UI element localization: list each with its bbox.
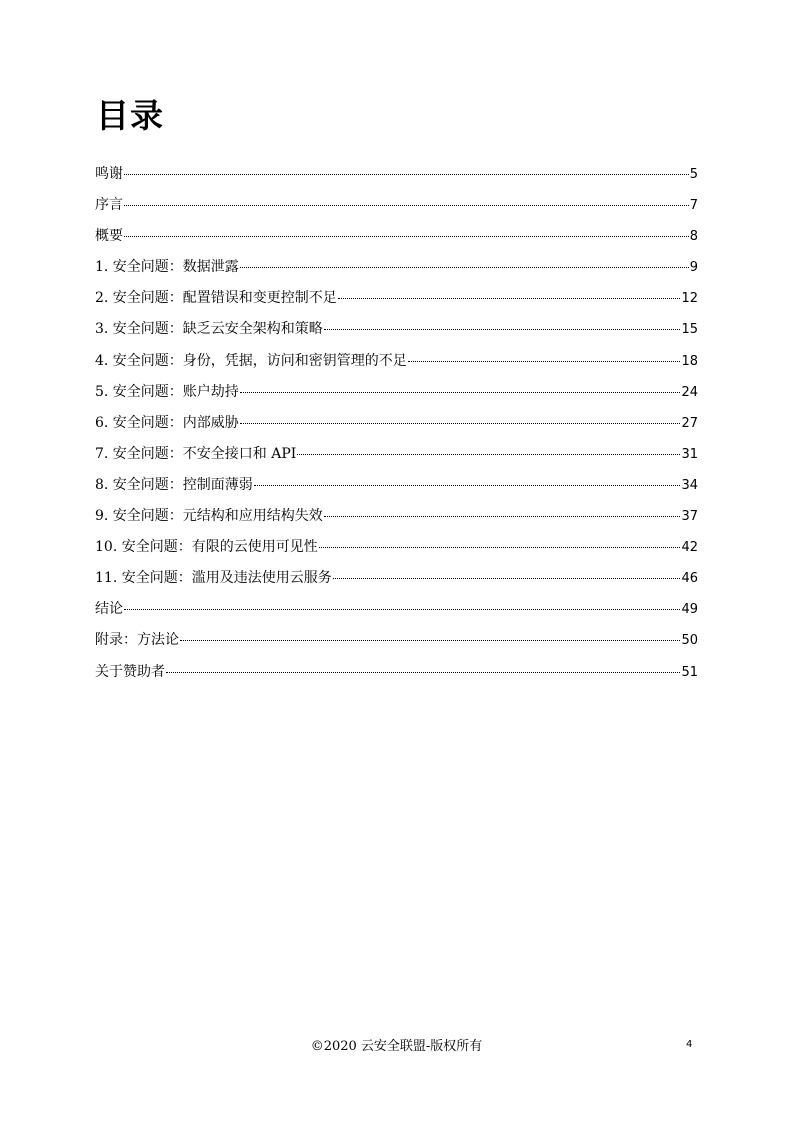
toc-entry-label: 2. 安全问题：配置错误和变更控制不足 — [95, 290, 337, 307]
toc-entry-page: 46 — [681, 571, 698, 587]
toc-dot-leader — [124, 205, 689, 206]
toc-dot-leader — [254, 485, 681, 486]
toc-entry-label: 附录：方法论 — [95, 632, 179, 649]
page-title: 目录 — [96, 96, 164, 135]
toc-entry-page: 34 — [681, 477, 698, 493]
toc-entry-page: 8 — [689, 229, 698, 245]
toc-entry[interactable] — [95, 596, 698, 627]
toc-dot-leader — [324, 329, 681, 330]
toc-entry-label: 1. 安全问题：数据泄露 — [95, 259, 239, 276]
toc-entry-page: 49 — [681, 602, 698, 618]
toc-entry-page: 24 — [681, 384, 698, 400]
toc-entry-label: 4. 安全问题：身份，凭据，访问和密钥管理的不足 — [95, 352, 407, 369]
toc-entry-label: 10. 安全问题：有限的云使用可见性 — [95, 539, 318, 556]
toc-entry-label: 概要 — [95, 228, 123, 245]
toc-dot-leader — [324, 516, 681, 517]
toc-entry[interactable] — [95, 627, 698, 658]
toc-entry[interactable] — [95, 503, 698, 534]
toc-dot-leader — [124, 236, 689, 237]
footer-page-number: 4 — [686, 1039, 693, 1050]
toc-entry-page: 27 — [681, 415, 698, 431]
toc-entry[interactable] — [95, 348, 698, 379]
toc-entry[interactable] — [95, 192, 698, 223]
toc-entry-label: 鸣谢 — [95, 166, 123, 182]
toc-entry-page: 42 — [681, 540, 698, 556]
table-of-contents — [95, 161, 698, 690]
toc-entry-page: 5 — [689, 167, 698, 182]
toc-entry-page: 15 — [681, 322, 698, 338]
toc-entry-page: 18 — [681, 353, 698, 369]
toc-entry-label: 3. 安全问题：缺乏云安全架构和策略 — [95, 321, 323, 338]
toc-entry[interactable] — [95, 254, 698, 285]
toc-entry[interactable] — [95, 441, 698, 472]
toc-entry[interactable] — [95, 379, 698, 410]
toc-dot-leader — [333, 578, 681, 579]
toc-dot-leader — [166, 672, 680, 673]
toc-dot-leader — [338, 298, 681, 299]
toc-entry-label: 11. 安全问题：滥用及违法使用云服务 — [95, 570, 332, 587]
toc-entry-label: 9. 安全问题：元结构和应用结构失效 — [95, 508, 323, 525]
toc-entry-label: 6. 安全问题：内部威胁 — [95, 414, 239, 431]
toc-dot-leader — [297, 454, 680, 455]
toc-dot-leader — [240, 392, 681, 393]
toc-entry-label: 序言 — [95, 197, 123, 214]
toc-dot-leader — [240, 423, 681, 424]
toc-entry[interactable] — [95, 316, 698, 347]
toc-entry-page: 50 — [681, 633, 698, 649]
toc-entry[interactable] — [95, 565, 698, 596]
toc-dot-leader — [240, 267, 689, 268]
toc-entry[interactable] — [95, 534, 698, 565]
toc-entry-page: 12 — [681, 291, 698, 307]
toc-entry[interactable] — [95, 161, 698, 192]
toc-dot-leader — [319, 547, 681, 548]
toc-dot-leader — [124, 174, 689, 175]
toc-entry-page: 51 — [681, 664, 698, 680]
toc-entry-page: 7 — [689, 198, 698, 214]
toc-dot-leader — [180, 640, 680, 641]
toc-entry[interactable] — [95, 659, 698, 690]
toc-entry-label: 5. 安全问题：账户劫持 — [95, 383, 239, 400]
toc-entry[interactable] — [95, 472, 698, 503]
footer-copyright: ©2020 云安全联盟-版权所有 — [310, 1039, 483, 1054]
toc-entry[interactable] — [95, 223, 698, 254]
toc-entry-page: 31 — [681, 446, 698, 462]
toc-entry[interactable] — [95, 285, 698, 316]
toc-entry-page: 9 — [689, 260, 698, 276]
toc-entry-label: 关于赞助者 — [95, 663, 165, 680]
toc-dot-leader — [124, 609, 680, 610]
toc-dot-leader — [408, 361, 681, 362]
toc-entry-page: 37 — [681, 509, 698, 525]
toc-entry[interactable] — [95, 410, 698, 441]
toc-entry-label: 结论 — [95, 601, 123, 618]
toc-entry-label: 8. 安全问题：控制面薄弱 — [95, 476, 253, 493]
toc-entry-label: 7. 安全问题：不安全接口和 API — [95, 445, 297, 462]
